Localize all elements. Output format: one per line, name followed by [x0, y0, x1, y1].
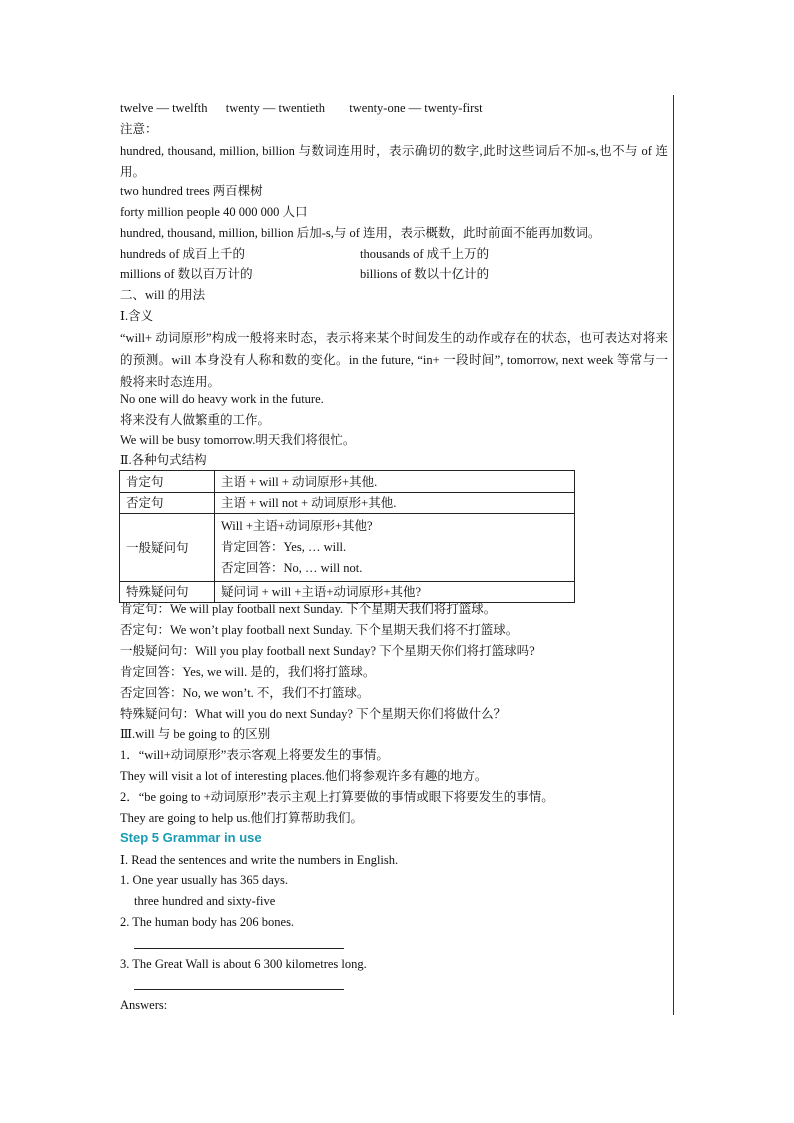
example-affirmative: 肯定句：We will play football next Sunday. 下个星期天我们将打篮球。: [120, 602, 497, 616]
example-general-question: 一般疑问句：Will you play football next Sunday? 下个星期天你们将打篮球吗?: [120, 644, 535, 658]
example-busy: We will be busy tomorrow.明天我们将很忙。: [120, 433, 356, 447]
example-forty-million: forty million people 40 000 000 人口: [120, 205, 308, 219]
exercise-instruction: Ⅰ. Read the sentences and write the numbers in English.: [120, 853, 399, 867]
row-label-general-question: 一般疑问句: [120, 514, 215, 582]
meaning-paragraph: “will+ 动词原形”构成一般将来时态，表示将来某个时间发生的动作或存在的状态，也可表达对将来的预测。will 本身没有人称和数的变化。in the future, “in+ 一段时间”, tomorrow, next week 等常与一般将来时态连用。: [120, 331, 668, 389]
right-margin-line: [673, 95, 674, 1015]
rule-be-going-to: 2．“be going to +动词原形”表示主观上打算要做的事情或眼下将要发生的事情。: [120, 790, 554, 804]
note-heading: 注意：: [120, 122, 158, 136]
exercise-item-2: 2. The human body has 206 bones.: [120, 915, 295, 929]
exercise-item-3: 3. The Great Wall is about 6 300 kilometres long.: [120, 957, 367, 971]
short-answer-yes: 肯定回答：Yes, … will.: [221, 540, 347, 554]
billions-of: billions of 数以十亿计的: [360, 267, 490, 281]
example-special-question: 特殊疑问句：What will you do next Sunday? 下个星期天你们将做什么？: [120, 707, 507, 721]
row-label-affirmative: 肯定句: [120, 471, 215, 493]
row-label-negative: 否定句: [120, 493, 215, 514]
example-negative: 否定句：We won’t play football next Sunday. 下个星期天我们将不打篮球。: [120, 623, 519, 637]
ordinal-examples: [120, 100, 483, 116]
row-pattern-special-question: 疑问词 + will +主语+动词原形+其他?: [215, 582, 575, 603]
hundreds-of: hundreds of 成百上千的: [120, 247, 245, 261]
row-pattern-affirmative: 主语 + will + 动词原形+其他.: [215, 471, 575, 493]
ordinal-21: twenty-one — twenty-first: [349, 101, 483, 115]
example-two-hundred: two hundred trees 两百棵树: [120, 184, 263, 198]
table-row: [120, 582, 575, 603]
example-yes-answer: 肯定回答：Yes, we will. 是的，我们将打篮球。: [120, 665, 376, 679]
example-no-one-zh: 将来没有人做繁重的工作。: [120, 413, 271, 427]
ordinal-20: twenty — twentieth: [225, 101, 326, 115]
row-label-special-question: 特殊疑问句: [120, 582, 215, 603]
subheading-structures: Ⅱ.各种句式结构: [120, 453, 207, 467]
example-no-answer: 否定回答：No, we won’t. 不，我们不打篮球。: [120, 686, 370, 700]
subheading-meaning: Ⅰ.含义: [120, 309, 154, 323]
ordinal-12: twelve — twelfth: [120, 101, 208, 115]
table-row: [120, 514, 575, 582]
exercise-item-1: 1. One year usually has 365 days.: [120, 873, 289, 887]
thousands-of: thousands of 成千上万的: [360, 247, 490, 261]
rule-will: 1．“will+动词原形”表示客观上将要发生的事情。: [120, 748, 389, 762]
note-approximate-numbers: hundred, thousand, million, billion 后加-s,与 of 连用，表示概数，此时前面不能再加数词。: [120, 226, 601, 240]
row-pattern-general-question: [215, 514, 575, 582]
question-pattern: Will +主语+动词原形+其他?: [221, 519, 373, 533]
example-help: They are going to help us.他们打算帮助我们。: [120, 811, 364, 825]
answer-blank-2[interactable]: [134, 948, 344, 949]
step5-heading: Step 5 Grammar in use: [120, 830, 262, 845]
note-exact-numbers: hundred, thousand, million, billion 与数词连用时，表示确切的数字,此时这些词后不加-s,也不与 of 连用。: [120, 144, 668, 179]
example-no-one-en: No one will do heavy work in the future.: [120, 392, 324, 406]
table-row: [120, 493, 575, 514]
exercise-answer-1: three hundred and sixty-five: [134, 894, 276, 908]
row-pattern-negative: 主语 + will not + 动词原形+其他.: [215, 493, 575, 514]
sentence-structure-table: [119, 470, 575, 603]
table-row: [120, 471, 575, 493]
millions-of: millions of 数以百万计的: [120, 267, 253, 281]
short-answer-no: 否定回答：No, … will not.: [221, 561, 363, 575]
answer-blank-3[interactable]: [134, 989, 344, 990]
answers-label: Answers:: [120, 998, 168, 1012]
section-heading-will: 二、will 的用法: [120, 288, 206, 302]
subheading-difference: Ⅲ.will 与 be going to 的区别: [120, 727, 271, 741]
example-visit: They will visit a lot of interesting places.他们将参观许多有趣的地方。: [120, 769, 488, 783]
